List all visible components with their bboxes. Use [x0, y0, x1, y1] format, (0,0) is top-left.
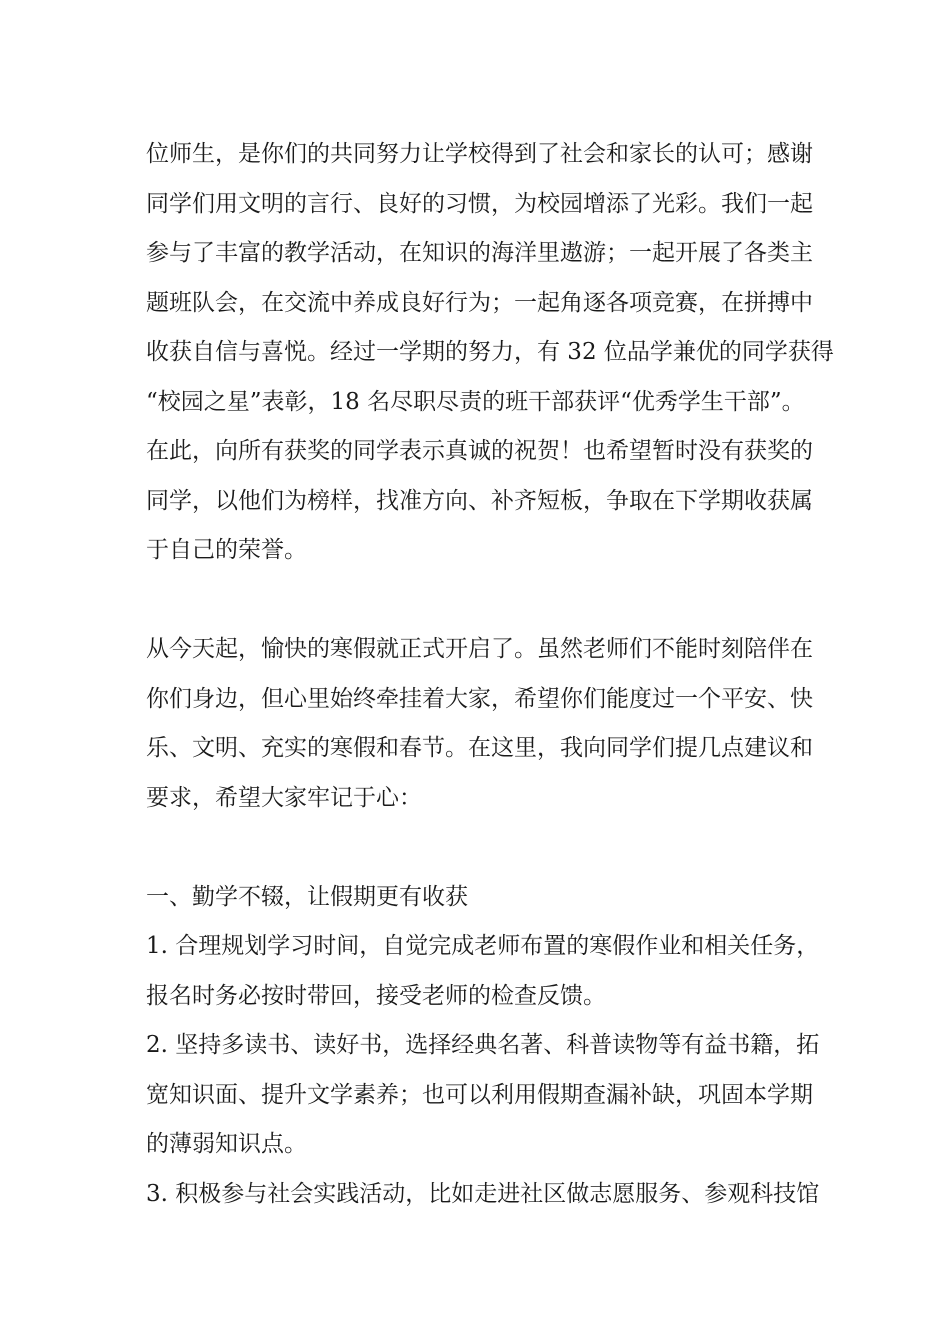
text-line: 收获自信与喜悦。经过一学期的努力，有 32 位品学兼优的同学获得 — [146, 339, 834, 365]
paragraph-spacer — [146, 823, 826, 873]
suggestion-list — [146, 922, 826, 1219]
document-body — [146, 130, 834, 1219]
text-line: 你们身边，但心里始终牵挂着大家，希望你们能度过一个平安、快 — [146, 685, 813, 712]
text-line: 要求，希望大家牢记于心： — [146, 784, 422, 811]
text-line: 从今天起，愉快的寒假就正式开启了。虽然老师们不能时刻陪伴在 — [146, 636, 813, 662]
list-item-line: 2. 坚持多读书、读好书，选择经典名著、科普读物等有益书籍，拓 — [146, 1032, 820, 1058]
list-item-line: 报名时务必按时带回，接受老师的检查反馈。 — [146, 982, 606, 1009]
text-line: 乐、文明、充实的寒假和春节。在这里，我向同学们提几点建议和 — [146, 735, 813, 761]
text-line: “校园之星”表彰，18 名尽职尽责的班干部获评“优秀学生干部”。 — [146, 388, 805, 415]
text-line: 题班队会，在交流中养成良好行为；一起角逐各项竞赛，在拼搏中 — [146, 289, 813, 316]
paragraph-spacer — [146, 576, 826, 626]
text-line: 参与了丰富的教学活动，在知识的海洋里遨游；一起开展了各类主 — [146, 240, 813, 266]
paragraph-achievements — [146, 130, 834, 576]
section-heading: 一、勤学不辍，让假期更有收获 — [146, 883, 468, 910]
text-line: 同学们用文明的言行、良好的习惯，为校园增添了光彩。我们一起 — [146, 190, 813, 217]
paragraph-winter-break — [146, 625, 826, 823]
list-item-line: 宽知识面、提升文学素养；也可以利用假期查漏补缺，巩固本学期 — [146, 1081, 813, 1108]
text-line: 位师生，是你们的共同努力让学校得到了社会和家长的认可；感谢 — [146, 141, 813, 167]
list-item-line: 1. 合理规划学习时间，自觉完成老师布置的寒假作业和相关任务， — [146, 933, 820, 959]
text-line: 同学，以他们为榜样，找准方向、补齐短板，争取在下学期收获属 — [146, 487, 813, 514]
text-line: 在此，向所有获奖的同学表示真诚的祝贺！也希望暂时没有获奖的 — [146, 438, 813, 464]
list-item-line: 3. 积极参与社会实践活动，比如走进社区做志愿服务、参观科技馆 — [146, 1180, 820, 1207]
list-item-line: 的薄弱知识点。 — [146, 1131, 307, 1157]
text-line: 于自己的荣誉。 — [146, 537, 307, 563]
